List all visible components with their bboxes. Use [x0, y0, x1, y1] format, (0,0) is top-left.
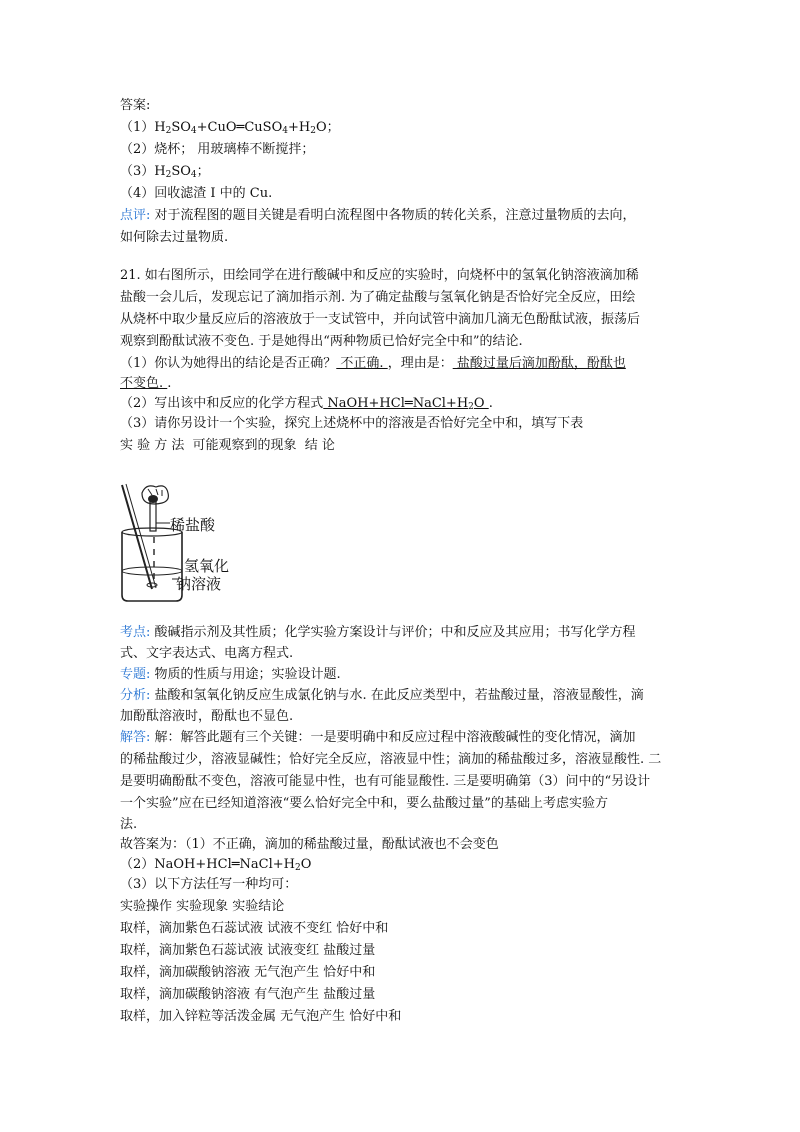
answer-title: 答案:	[120, 98, 151, 113]
fenxi-line-1: 分析: 盐酸和氢氧化钠反应生成氯化钠与水. 在此反应类型中，若盐酸过量，溶液显酸性，滴	[120, 688, 644, 703]
final-answer-row-3: 取样，滴加碳酸钠溶液 无气泡产生 恰好中和	[120, 965, 376, 980]
hand-fingers	[148, 489, 162, 496]
jieda-line-1: 解答: 解：解答此题有三个关键：一是要明确中和反应过程中溶液酸碱性的变化情况，滴加	[120, 730, 636, 745]
jieda-line-2: 的稀盐酸过少，溶液显碱性；恰好完全反应，溶液显中性；滴加的稀盐酸过多，溶液显酸性. 二	[120, 752, 662, 767]
answer-blank-2: 盐酸过量后滴加酚酞，酚酞也	[452, 356, 626, 371]
final-answer-row-5: 取样，加入锌粒等活泼金属 无气泡产生 恰好中和	[120, 1009, 402, 1024]
answer-line-1: $(1)H_2SO_4+CuO═CuSO_4+H_2O$；	[120, 120, 340, 136]
q21-sub3: （3）请你另设计一个实验，探究上述烧杯中的溶液是否恰好完全中和，填写下表	[120, 416, 584, 431]
table-header-method: 实 验 方 法	[120, 438, 185, 453]
answer-line-3: $(3)H_2SO_4$；	[120, 164, 210, 180]
label-naoh-2: 钠溶液	[176, 575, 222, 593]
kaodian-line-1: 考点: 酸碱指示剂及其性质；化学实验方案设计与评价；中和反应及其应用；书写化学方程	[120, 625, 636, 640]
zhuanti-line: 专题: 物质的性质与用途；实验设计题.	[120, 667, 341, 682]
final-answer-table-head: 实验操作 实验现象 实验结论	[120, 899, 285, 914]
jieda-line-3: 是要明确酚酞不变色，溶液可能显中性，也有可能显酸性. 三是要明确第（3）问中的“另设计	[120, 774, 651, 789]
q21-line-2: 盐酸一会儿后，发现忘记了滴加指示剂. 为了确定盐酸与氢氧化钠是否恰好完全反应，田绘	[120, 290, 636, 305]
kaodian-line-2: 式、文字表达式、电离方程式.	[120, 646, 294, 661]
final-answer-row-1: 取样，滴加紫色石蕊试液 试液不变红 恰好中和	[120, 921, 389, 936]
dropper-tube	[150, 501, 156, 531]
answer-blank-3: $NaOH+HCl═NaCl+H_2O$	[323, 396, 489, 412]
answer-line-4: （4）回收滤渣 I 中的 Cu.	[120, 186, 273, 201]
fenxi-line-2: 加酚酞溶液时，酚酞也不显色.	[120, 709, 294, 724]
label-naoh-1: 氢氧化	[184, 557, 230, 575]
zhuanti-label: 专题:	[120, 667, 151, 682]
table-header-phenomenon: 可能观察到的现象	[192, 438, 297, 453]
table-header	[120, 437, 335, 455]
q21-line-3: 从烧杯中取少量反应后的溶液放于一支试管中，并向试管中滴加几滴无色酚酞试液，振荡后	[120, 312, 641, 327]
final-answer-row-2: 取样，滴加紫色石蕊试液 试液变红 盐酸过量	[120, 943, 376, 958]
label-dilute-hcl: 稀盐酸	[170, 516, 216, 534]
q21-sub1-line-2: 不变色. .	[120, 376, 172, 391]
fenxi-label: 分析:	[120, 688, 151, 703]
final-answer-2: $(2)NaOH+HCl═NaCl+H_2O$	[120, 857, 312, 873]
answer-line-2: （2）烧杯； 用玻璃棒不断搅拌；	[120, 142, 315, 157]
comment-line-1: 点评: 对于流程图的题目关键是看明白流程图中各物质的转化关系，注意过量物质的去向，	[120, 208, 636, 223]
q21-line-4: 观察到酚酞试液不变色. 于是她得出“两种物质已恰好完全中和”的结论.	[120, 334, 523, 349]
q21-sub1-line-1: （1）你认为她得出的结论是否正确？ 不正确. ，理由是： 盐酸过量后滴加酚酞，酚酞也	[120, 356, 626, 371]
comment-line-2: 如何除去过量物质.	[120, 230, 229, 245]
jieda-line-4: 一个实验”应在已经知道溶液“要么恰好完全中和，要么盐酸过量”的基础上考虑实验方	[120, 796, 608, 811]
final-answer-3: （3）以下方法任写一种均可：	[120, 877, 298, 892]
final-answer-1: 故答案为：（1）不正确，滴加的稀盐酸过量，酚酞试液也不会变色	[120, 837, 499, 852]
q21-sub2: （2）写出该中和反应的化学方程式 $NaOH+HCl═NaCl+H_2O$ .	[120, 396, 493, 412]
q21-line-1: 21. 如右图所示，田绘同学在进行酸碱中和反应的实验时，向烧杯中的氢氧化钠溶液滴加稀	[120, 268, 639, 283]
final-answer-row-4: 取样，滴加碳酸钠溶液 有气泡产生 盐酸过量	[120, 987, 376, 1002]
dropper-bulb	[148, 495, 158, 503]
experiment-figure	[112, 477, 252, 612]
table-header-conclusion: 结 论	[304, 438, 335, 453]
jieda-label: 解答:	[120, 730, 151, 745]
comment-label: 点评:	[120, 208, 151, 223]
answer-blank-1: 不正确.	[336, 356, 388, 371]
jieda-line-5: 法.	[120, 817, 138, 832]
kaodian-label: 考点:	[120, 625, 151, 640]
